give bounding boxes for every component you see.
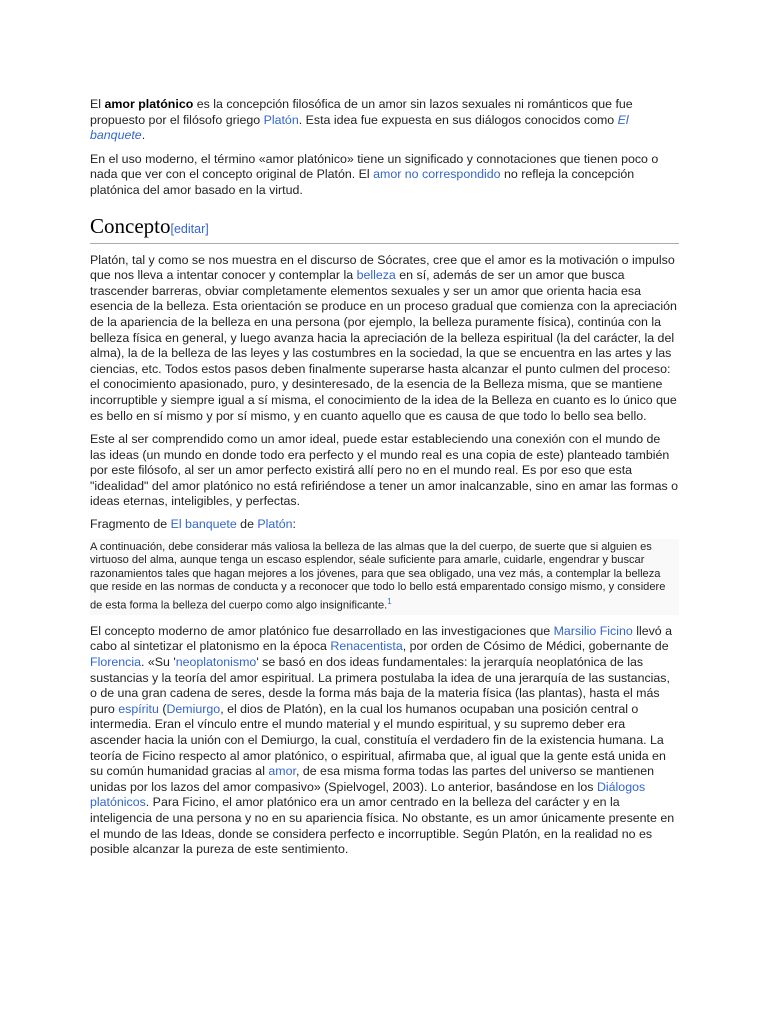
link-renacentista[interactable]: Renacentista: [330, 639, 403, 654]
link-amor-no-correspondido[interactable]: amor no correspondido: [373, 167, 501, 182]
blockquote: [90, 539, 679, 615]
link-platon-2[interactable]: Platón: [257, 517, 293, 532]
bold-term: amor platónico: [104, 97, 194, 111]
text: El concepto moderno de amor platónico fue desarrollado en las investigaciones que: [90, 623, 554, 638]
text: En el uso moderno, el término «amor platónico» tiene un significado y connotaciones que tienen poco o nada que ver con el concepto original de Platón. El: [90, 151, 659, 182]
link-platon[interactable]: Platón: [263, 112, 299, 127]
link-dialogos-platonicos[interactable]: Diálogos platónicos: [90, 779, 646, 810]
concept-paragraph-1: [90, 253, 679, 425]
text: El: [90, 97, 105, 111]
concept-paragraph-2: Este al ser comprendido como un amor ideal, puede estar estableciendo una conexión con el mundo de las ideas (un mundo en donde todo era perfecto y el mundo real es una copia de este) planteado también por este filósofo, al ser un amor perfecto existirá allí pero no en el mundo real. Es por eso que esta "idealidad" del amor platónico no está refiriéndose a tener un amor inalcanzable, sino en amar las formas o ideas eternas, inteligibles, y perfectas.: [90, 432, 679, 509]
text: . Esta idea fue expuesta en sus diálogos conocidos como: [298, 112, 618, 127]
link-belleza[interactable]: belleza: [356, 268, 396, 283]
link-amor[interactable]: amor: [268, 764, 296, 779]
text: (: [158, 701, 167, 716]
link-neoplatonismo[interactable]: neoplatonismo: [175, 655, 257, 670]
reference-link[interactable]: 1: [387, 596, 392, 606]
fragment-intro: [90, 517, 679, 533]
text: , por orden de Cósimo de Médici, gobernante de: [402, 639, 669, 654]
text: . «Su ': [140, 655, 176, 670]
text: , de esa misma forma todas las partes del universo se mantienen unidas por los lazos del amor compasivo» (Spielvogel, 2003). Lo anterior, basándose en los: [90, 764, 655, 794]
text: Platón, tal y como se nos muestra en el discurso de Sócrates, cree que el amor es la motivación o impulso que nos lleva a intentar conocer y contemplar la: [90, 252, 675, 283]
link-espiritu[interactable]: espíritu: [118, 701, 159, 716]
intro-paragraph-1: [90, 97, 679, 144]
section-heading: [90, 213, 679, 244]
link-el-banquete[interactable]: El banquete: [90, 112, 629, 143]
concept-paragraph-3: [90, 624, 679, 858]
text: en sí, además de ser un amor que busca trascender barreras, obviar completamente elementos sexuales y ser un amor que orienta hacia esa esencia de la belleza. Esta orientación se produce en un proceso gradual que comienza con la apreciación de la apariencia de la belleza en una persona (por ejemplo, la belleza puramente física), continúa con la belleza física en general, y luego avanza hacia la apreciación de la belleza espiritual (la del carácter, la del alma), la de la belleza de las leyes y las costumbres en la sociedad, la que se encuentra en las artes y las ciencias, etc. Todos estos pasos deben finalmente superarse hasta alcanzar el punto culmen del proceso: el conocimiento apasionado, puro, y desinteresado, de la esencia de la Belleza misma, que se mantiene incorruptible y siempre igual a sí misma, el conocimiento de la idea de la Belleza en cuanto es lo único que es bello en sí mismo y por sí mismo, y en cuanto aquello que es causa de que todo lo bello sea bello.: [90, 268, 677, 423]
text: Fragmento de: [90, 517, 171, 532]
edit-link[interactable]: [editar]: [170, 221, 209, 236]
article-body: [90, 97, 679, 858]
text: no refleja la concepción platónica del amor basado en la virtud.: [90, 167, 635, 197]
text: . Para Ficino, el amor platónico era un amor centrado en la belleza del carácter y en la inteligencia de una persona y no en su apariencia física. No obstante, es un amor únicamente presente en el mundo de las Ideas, donde se considera perfecto e incorruptible. Según Platón, en la realidad no es posible alcanzar la pureza de este sentimiento.: [90, 795, 675, 857]
text: , el dios de Platón), en la cual los humanos ocupaban una posición central o intermedia. Eran el vínculo entre el mundo material y el mundo espiritual, y su supremo deber era ascender hacia la unión con el Demiurgo, la cual, constituía el verdadero fin de la existencia humana. La teoría de Ficino respecto al amor platónico, o espiritual, afirmaba que, al igual que la gente está unida en su común humanidad gracias al: [90, 701, 666, 779]
quote-text: A continuación, debe considerar más valiosa la belleza de las almas que la del cuerpo, de suerte que si alguien es virtuoso del alma, aunque tenga un escaso esplendor, séale suficiente para amarle, cuidarle, engendrar y buscar razonamientos tales que hagan mejores a los jóvenes, para que sea obligado, una vez más, a contemplar la belleza que reside en las normas de conducta y a reconocer que todo lo bello está emparentado consigo mismo, y considere de esta forma la belleza del cuerpo como algo insignificante.: [90, 540, 666, 612]
section-title: Concepto: [90, 213, 171, 238]
text: de: [236, 517, 258, 532]
text: es la concepción filosófica de un amor sin lazos sexuales ni románticos que fue propuesto por el filósofo griego: [90, 97, 633, 127]
text: ' se basó en dos ideas fundamentales: la jerarquía neoplatónica de las sustancias y la teoría del amor espiritual. La primera postulaba la idea de una jerarquía de las sustancias, o de una gran cadena de seres, desde la forma más baja de la materia física (las plantas), hasta el más puro: [90, 655, 670, 716]
text: llevó a cabo al sintetizar el platonismo en la época: [90, 623, 673, 654]
link-florencia[interactable]: Florencia: [90, 655, 141, 670]
intro-paragraph-2: [90, 152, 679, 199]
link-demiurgo[interactable]: Demiurgo: [166, 701, 221, 716]
text: .: [141, 128, 146, 143]
link-el-banquete-2[interactable]: El banquete: [170, 517, 237, 532]
text: :: [292, 517, 296, 532]
link-marsilio-ficino[interactable]: Marsilio Ficino: [553, 623, 633, 638]
